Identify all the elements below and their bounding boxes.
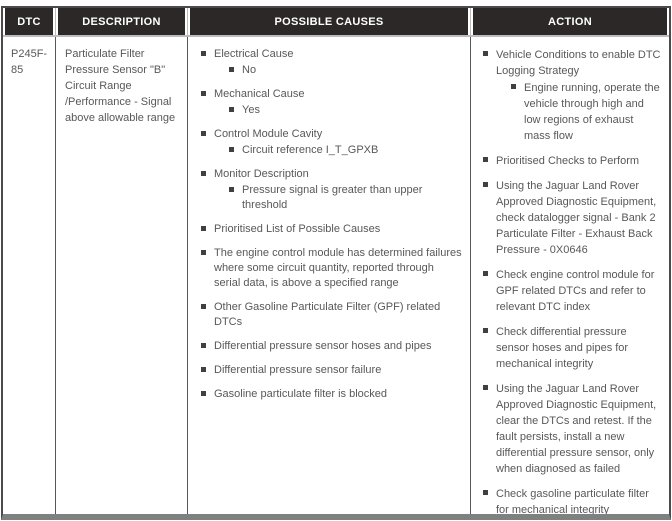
sub-list-item bbox=[229, 143, 462, 158]
list-item-text: Prioritised List of Possible Causes bbox=[214, 223, 381, 235]
list-item-text: No bbox=[242, 64, 257, 76]
list-item-row bbox=[483, 178, 661, 258]
bullet-square-icon bbox=[201, 226, 206, 231]
list-item-row bbox=[201, 167, 462, 182]
bullet-square-icon bbox=[511, 84, 516, 89]
list-item bbox=[483, 324, 661, 372]
sub-list bbox=[229, 63, 462, 78]
bullet-square-icon bbox=[229, 67, 234, 72]
cell-dtc-code bbox=[3, 37, 55, 514]
list-item bbox=[201, 222, 462, 237]
sub-list bbox=[229, 183, 462, 213]
sub-list-item bbox=[229, 103, 462, 118]
list-item-text: Engine running, operate the vehicle through high and low regions of exhaust mass flow bbox=[524, 82, 660, 142]
list-item-text: Check engine control module for GPF related DTCs and refer to relevant DTC index bbox=[496, 269, 655, 313]
list-item-row bbox=[201, 47, 462, 62]
list-item-row bbox=[201, 87, 462, 102]
list-item-row bbox=[483, 47, 661, 79]
bullet-square-icon bbox=[483, 385, 488, 390]
bullet-square-icon bbox=[201, 171, 206, 176]
bullet-square-icon bbox=[201, 367, 206, 372]
list-item bbox=[483, 153, 661, 169]
bullet-square-icon bbox=[201, 250, 206, 255]
description-text: Particulate Filter Pressure Sensor "B" Circuit Range /Performance - Signal above allowable range bbox=[65, 48, 176, 124]
dtc-table bbox=[1, 6, 671, 520]
bullet-square-icon bbox=[229, 147, 234, 152]
list-item bbox=[201, 47, 462, 78]
list-item-row bbox=[511, 80, 661, 144]
header-label-possible-causes: POSSIBLE CAUSES bbox=[274, 15, 384, 28]
action-list bbox=[483, 47, 661, 514]
list-item-text: Circuit reference I_T_GPXB bbox=[242, 144, 379, 156]
bullet-square-icon bbox=[201, 391, 206, 396]
list-item-row bbox=[201, 222, 462, 237]
list-item bbox=[201, 300, 462, 330]
list-item bbox=[483, 178, 661, 258]
list-item bbox=[201, 363, 462, 378]
cell-description bbox=[55, 37, 187, 514]
sub-list-item bbox=[229, 183, 462, 213]
list-item bbox=[201, 246, 462, 291]
cell-action bbox=[470, 37, 669, 514]
header-label-dtc: DTC bbox=[17, 15, 41, 28]
list-item-text: Monitor Description bbox=[214, 168, 309, 180]
list-item-text: Using the Jaguar Land Rover Approved Diagnostic Equipment, clear the DTCs and retest. If the fault persists, install a new differential pressure sensor, only when diagnosed as failed bbox=[496, 383, 657, 475]
table-header-row bbox=[3, 8, 669, 37]
bullet-square-icon bbox=[483, 490, 488, 495]
header-label-action: ACTION bbox=[548, 15, 592, 28]
bullet-square-icon bbox=[483, 271, 488, 276]
list-item-row bbox=[201, 127, 462, 142]
bullet-square-icon bbox=[483, 328, 488, 333]
bullet-square-icon bbox=[229, 187, 234, 192]
sub-list-item bbox=[511, 80, 661, 144]
list-item-text: Control Module Cavity bbox=[214, 128, 323, 140]
list-item-text: The engine control module has determined failures where some circuit quantity, reported through serial data, is above a specified range bbox=[214, 247, 462, 289]
list-item bbox=[201, 339, 462, 354]
header-cell-description bbox=[55, 8, 187, 35]
list-item-row bbox=[483, 153, 661, 169]
header-label-description: DESCRIPTION bbox=[82, 15, 161, 28]
list-item-text: Mechanical Cause bbox=[214, 88, 305, 100]
bullet-square-icon bbox=[483, 51, 488, 56]
possible-causes-list bbox=[201, 47, 462, 402]
sub-list bbox=[229, 103, 462, 118]
list-item-text: Differential pressure sensor hoses and pipes bbox=[214, 340, 432, 352]
list-item bbox=[483, 267, 661, 315]
list-item-row bbox=[201, 339, 462, 354]
list-item-text: Check gasoline particulate filter for mechanical integrity bbox=[496, 488, 649, 514]
list-item-text: Check differential pressure sensor hoses and pipes for mechanical integrity bbox=[496, 326, 629, 370]
sub-list bbox=[229, 143, 462, 158]
list-item-row bbox=[483, 324, 661, 372]
bullet-square-icon bbox=[483, 182, 488, 187]
sub-list-item bbox=[229, 63, 462, 78]
bullet-square-icon bbox=[201, 343, 206, 348]
list-item-row bbox=[201, 387, 462, 402]
list-item-row bbox=[229, 103, 462, 118]
list-item bbox=[201, 127, 462, 158]
header-cell-dtc bbox=[3, 8, 55, 35]
list-item-text: Differential pressure sensor failure bbox=[214, 364, 382, 376]
list-item-text: Other Gasoline Particulate Filter (GPF) related DTCs bbox=[214, 301, 441, 328]
bullet-square-icon bbox=[201, 91, 206, 96]
list-item-text: Using the Jaguar Land Rover Approved Diagnostic Equipment, check datalogger signal - Bank 2 Particulate Filter - Exhaust Back Pressure - 0X0646 bbox=[496, 180, 657, 256]
bullet-square-icon bbox=[229, 107, 234, 112]
list-item-row bbox=[229, 143, 462, 158]
list-item-row bbox=[229, 63, 462, 78]
header-cell-possible-causes bbox=[187, 8, 470, 35]
list-item-row bbox=[201, 363, 462, 378]
list-item bbox=[483, 381, 661, 477]
bullet-square-icon bbox=[201, 304, 206, 309]
list-item-text: Yes bbox=[242, 104, 260, 116]
list-item-row bbox=[229, 183, 462, 213]
bullet-square-icon bbox=[483, 157, 488, 162]
list-item-text: Electrical Cause bbox=[214, 48, 294, 60]
table-body-row bbox=[3, 37, 669, 514]
list-item-row bbox=[483, 381, 661, 477]
list-item-text: Gasoline particulate filter is blocked bbox=[214, 388, 388, 400]
list-item-row bbox=[201, 300, 462, 330]
list-item-row bbox=[201, 246, 462, 291]
cell-possible-causes bbox=[187, 37, 470, 514]
header-cell-action bbox=[470, 8, 669, 35]
list-item-row bbox=[483, 267, 661, 315]
list-item-row bbox=[483, 486, 661, 514]
list-item bbox=[201, 87, 462, 118]
list-item bbox=[483, 47, 661, 144]
dtc-code-text: P245F-85 bbox=[11, 48, 48, 76]
bullet-square-icon bbox=[201, 51, 206, 56]
list-item bbox=[201, 167, 462, 213]
bullet-square-icon bbox=[201, 131, 206, 136]
list-item bbox=[483, 486, 661, 514]
list-item-text: Vehicle Conditions to enable DTC Logging Strategy bbox=[496, 49, 661, 77]
list-item-text: Prioritised Checks to Perform bbox=[496, 155, 640, 167]
list-item bbox=[201, 387, 462, 402]
list-item-text: Pressure signal is greater than upper threshold bbox=[242, 184, 423, 211]
sub-list bbox=[511, 80, 661, 144]
